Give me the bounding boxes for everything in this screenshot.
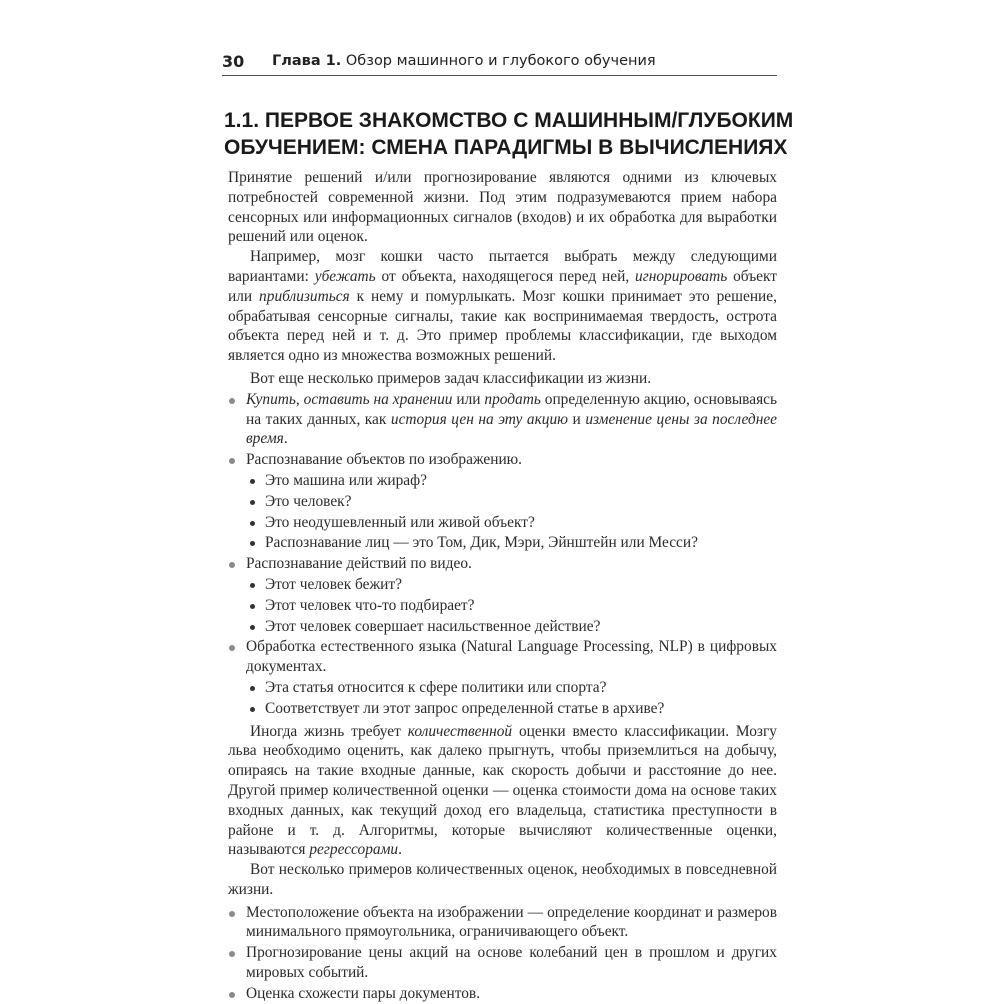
text-run: Например, мозг кошки часто пытается выбрать между следующими вариантами: <box>228 248 777 285</box>
emphasis: оставить на хранении <box>303 390 453 408</box>
list-item: Местоположение объекта на изображении — определение координат и размеров минимального прямоугольника, ограничивающего объект. <box>228 903 777 943</box>
paragraph-4 <box>228 722 777 861</box>
sub-list-item: Этот человек совершает насильственное действие? <box>246 617 777 637</box>
emphasis: количественной <box>407 722 513 740</box>
list-item <box>228 554 777 636</box>
section-title-line-2: ОБУЧЕНИЕМ: СМЕНА ПАРАДИГМЫ В ВЫЧИСЛЕНИЯХ <box>224 136 788 159</box>
sub-list <box>246 678 777 719</box>
sub-list <box>246 471 777 553</box>
sub-list <box>246 575 777 636</box>
sub-list-item: Этот человек что-то подбирает? <box>246 596 777 616</box>
emphasis: игнорировать <box>635 267 728 285</box>
list-item <box>228 450 777 553</box>
list-item-text: Обработка естественного языка (Natural Language Processing, NLP) в цифровых документах. <box>246 638 777 676</box>
paragraph-5: Вот несколько примеров количественных оценок, необходимых в повседневной жизни. <box>228 861 777 898</box>
body-text <box>228 168 777 1004</box>
sub-list-item: Эта статья относится к сфере политики или спорта? <box>246 678 777 698</box>
list-item-text <box>246 390 777 449</box>
emphasis: продать <box>484 390 541 408</box>
sub-list-item: Это неодушевленный или живой объект? <box>246 513 777 533</box>
book-page <box>222 0 794 1004</box>
text-run: , <box>295 390 304 408</box>
sub-list-item: Это машина или жираф? <box>246 471 777 491</box>
text-run: . <box>398 841 402 859</box>
emphasis: история цен на эту акцию <box>390 410 569 428</box>
emphasis: изменение цены за последнее время <box>246 410 778 448</box>
page-number: 30 <box>222 52 245 71</box>
text-run: Иногда жизнь требует <box>250 722 408 740</box>
paragraph-3: Вот еще несколько примеров задач классификации из жизни. <box>250 369 652 387</box>
emphasis: убежать <box>314 267 376 285</box>
list-item: Прогнозирование цены акций на основе колебаний цен в прошлом и других мировых событий. <box>228 943 777 983</box>
list-item-text: Распознавание действий по видео. <box>246 555 472 573</box>
list-item-text: Распознавание объектов по изображению. <box>246 451 523 469</box>
text-run: и <box>568 410 586 428</box>
text-run: оценки вместо классификации. Мозгу льва необходимо оценить, как далеко прыгнуть, чтобы приземлиться на добычу, опираясь на такие входные данные, как скорость добычи и расстояние до нее. Другой пример количественной оценки — оценка стоимости дома на основе таких входных данных, как текущий доход его владельца, статистика преступности в районе и т. д. Алгоритмы, которые вычисляют количественные оценки, называются <box>228 722 777 859</box>
text-run: определенную акцию, основываясь на таких данных, как <box>246 390 778 428</box>
paragraph-1: Принятие решений и/или прогнозирование являются одними из ключевых потребностей современной жизни. Под этим подразумеваются прием набора сенсорных или информационных сигналов (входов) и их обработка для выработки решений или оценок. <box>228 169 777 246</box>
paragraph-2 <box>228 247 777 366</box>
sub-list-item: Этот человек бежит? <box>246 575 777 595</box>
section-title <box>224 107 794 161</box>
list-item: Оценка схожести пары документов. <box>228 984 777 1004</box>
chapter-name: Обзор машинного и глубокого обучения <box>345 53 656 69</box>
sub-list-item: Это человек? <box>246 492 777 512</box>
text-run: объект или <box>228 267 778 305</box>
emphasis: Купить <box>246 390 296 408</box>
text-run: . <box>283 430 288 448</box>
sub-list-item: Соответствует ли этот запрос определенной статье в архиве? <box>246 699 777 719</box>
sub-list-item: Распознавание лиц — это Том, Дик, Мэри, Эйнштейн или Месси? <box>246 533 777 553</box>
emphasis: регрессорами <box>309 841 399 859</box>
section-title-line-1: 1.1. ПЕРВОЕ ЗНАКОМСТВО С МАШИННЫМ/ГЛУБОКИМ <box>224 109 794 132</box>
list-item <box>228 390 777 449</box>
regression-list <box>228 903 777 1004</box>
text-run: к нему и помурлыкать. Мозг кошки принимает это решение, обрабатывая сенсорные сигналы, такие как воспринимаемая твердость, острота объекта перед ней и т. д. Это пример проблемы классификации, где выходом является одно из множества возможных решений. <box>228 287 777 365</box>
classification-list <box>228 390 777 719</box>
text-run: от объекта, находящегося перед ней, <box>375 267 636 285</box>
text-run: или <box>452 390 485 408</box>
running-header <box>222 50 777 76</box>
chapter-label: Глава 1. <box>272 53 342 69</box>
chapter-title <box>272 53 656 69</box>
emphasis: приблизиться <box>259 287 350 305</box>
list-item <box>228 637 777 718</box>
